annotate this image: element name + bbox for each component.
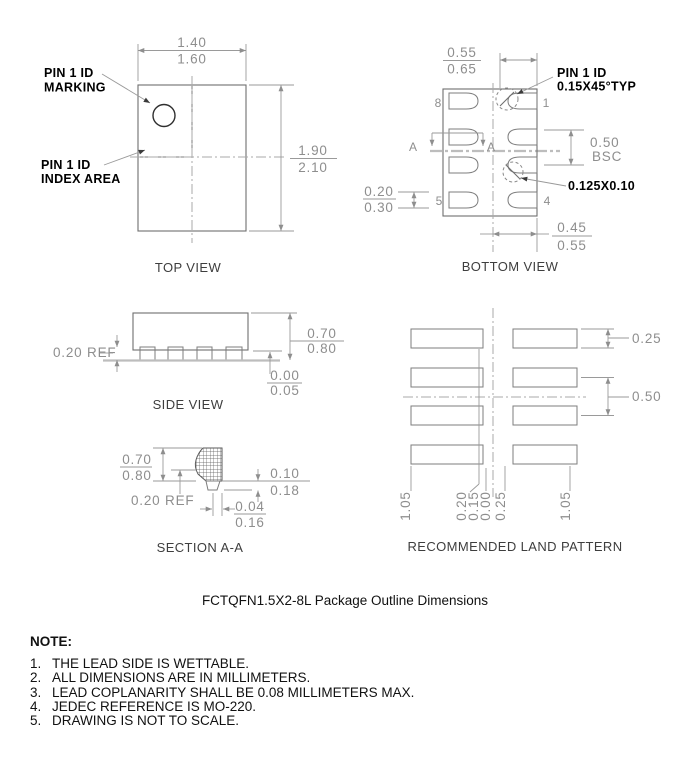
dim-standoff-min: 0.00 [270,368,300,383]
svg-text:PIN 1 ID: PIN 1 ID [557,66,607,80]
note-item [30,700,650,714]
dim-land-pitch-value: 0.50 [632,389,662,404]
pin1-chamfer-line [500,92,514,106]
note-text: THE LEAD SIDE IS WETTABLE. [52,656,250,671]
note-text: LEAD COPLANARITY SHALL BE 0.08 MILLIMETERS MAX. [52,684,415,700]
note-item [30,657,650,671]
pin1-marking-label [44,66,150,103]
side-view-body [133,313,248,350]
pad-6 [449,157,478,173]
drawing-title: FCTQFN1.5X2-8L Package Outline Dimensions [201,593,489,608]
dim-pad-length [480,218,592,253]
land-pad [411,329,483,348]
chamfer-label: 0.125X0.10 [568,179,635,193]
note-text: JEDEC REFERENCE IS MO-220. [52,698,257,714]
land-dim-inner-2: 0.15 [466,491,481,521]
pin-number-8: 8 [434,96,442,110]
pad-2 [508,129,537,145]
dim-body-height-min: 0.70 [307,326,337,341]
svg-text:PIN 1 ID: PIN 1 ID [41,158,91,172]
note-number: 3. [30,684,42,700]
pin-number-4: 4 [543,194,551,208]
dim-pin1-offset-min: 0.55 [447,45,477,60]
land-dim-left-length: 1.05 [398,491,413,521]
pad-7 [449,129,478,145]
side-lead [168,347,183,360]
pin-number-1: 1 [542,96,550,110]
bottom-view [363,45,636,274]
side-lead [140,347,155,360]
dim-top-width-max: 1.60 [177,51,207,67]
dim-top-width [138,35,246,81]
dim-pin1-offset-max: 0.65 [447,61,477,77]
leader-line [517,77,553,94]
note-number: 2. [30,670,42,686]
land-pad [411,406,483,425]
pad-1 [508,93,537,109]
svg-text:0.15X45°TYP: 0.15X45°TYP [557,79,637,94]
land-pad [513,406,577,425]
section-a-label-right: A [486,140,496,154]
land-pad [513,368,577,387]
note-item [30,714,650,728]
section-a-label-left: A [408,140,418,154]
dim-body-height [251,313,344,360]
lead-cross-section [195,448,222,481]
dim-land-pitch [581,378,661,416]
land-dim-right-length: 1.05 [558,491,573,521]
dim-section-height [120,448,163,483]
dim-section-height-min: 0.70 [122,452,152,467]
dim-step [200,493,266,530]
note-text: ALL DIMENSIONS ARE IN MILLIMETERS. [52,670,311,686]
pad-5 [449,192,478,208]
dim-step-min: 0.04 [235,499,265,514]
land-pattern-caption: RECOMMENDED LAND PATTERN [407,539,623,554]
dim-flank-min: 0.10 [270,466,300,481]
dim-flank [258,466,300,502]
land-pad [411,368,483,387]
leader-line [521,178,566,186]
side-lead [226,347,242,360]
land-pattern-view [398,308,661,554]
pin1-id-label [517,66,636,94]
chamfer-callout [521,178,635,193]
note-item [30,686,650,700]
note-number: 1. [30,656,42,671]
note-item [30,671,650,685]
dim-standoff [253,351,302,398]
side-lead [197,347,212,360]
dim-step-max: 0.16 [235,515,265,530]
svg-text:MARKING: MARKING [44,80,106,95]
pad-4 [508,192,537,208]
note-number: 4. [30,698,42,714]
dim-pitch-value: 0.50 [590,135,620,150]
pad-8 [449,93,478,109]
dim-section-ref-value: 0.20 REF [131,493,195,508]
dim-lead-ref-value: 0.20 REF [53,345,117,360]
side-view-caption: SIDE VIEW [152,397,224,412]
dim-land-pad-height [581,329,661,348]
dim-top-height-max: 2.10 [298,160,328,175]
section-aa-caption: SECTION A-A [156,540,244,555]
land-dim-inner-1: 0.20 [454,491,469,521]
pad3-chamfer-line [506,165,520,179]
dim-pitch [544,130,622,165]
dim-pitch-unit: BSC [592,149,623,164]
dim-standoff-max: 0.05 [270,383,300,398]
top-view [41,35,337,275]
dim-pad-length-max: 0.55 [557,238,587,253]
note-text: DRAWING IS NOT TO SCALE. [52,713,240,729]
notes-heading: NOTE: [30,634,72,649]
dim-pad-width-min: 0.20 [364,184,394,199]
dim-top-height [249,85,337,231]
leader-line [102,74,150,103]
dim-lead-ref [53,335,117,372]
dim-land-pad-height-value: 0.25 [632,331,662,346]
note-number: 5. [30,713,42,729]
land-dim-center: 0.00 [478,491,493,521]
notes-block [30,634,650,728]
wettable-flank-tab [206,481,220,490]
dim-pad-width-max: 0.30 [364,200,394,215]
pin1-id-marking-circle [153,105,175,127]
land-dim-inner-3: 0.25 [493,491,508,521]
top-view-caption: TOP VIEW [154,260,222,275]
svg-text:INDEX AREA: INDEX AREA [41,172,121,186]
bottom-view-caption: BOTTOM VIEW [461,259,559,274]
side-view [53,313,344,412]
dim-pad-length-min: 0.45 [557,220,587,235]
pin-number-5: 5 [435,194,443,208]
dim-top-width-min: 1.40 [177,35,207,50]
svg-text:PIN 1 ID: PIN 1 ID [44,66,94,80]
land-pad [513,329,577,348]
dim-flank-max: 0.18 [270,483,300,498]
dim-pin1-offset [443,45,537,88]
pin1-index-label [41,150,145,186]
dim-top-height-min: 1.90 [298,143,328,158]
land-pad [513,445,577,464]
section-aa-view [120,448,310,555]
dim-section-height-max: 0.80 [122,468,152,483]
land-pad [411,445,483,464]
dim-body-height-max: 0.80 [307,341,337,356]
dim-pad-width [363,184,429,215]
